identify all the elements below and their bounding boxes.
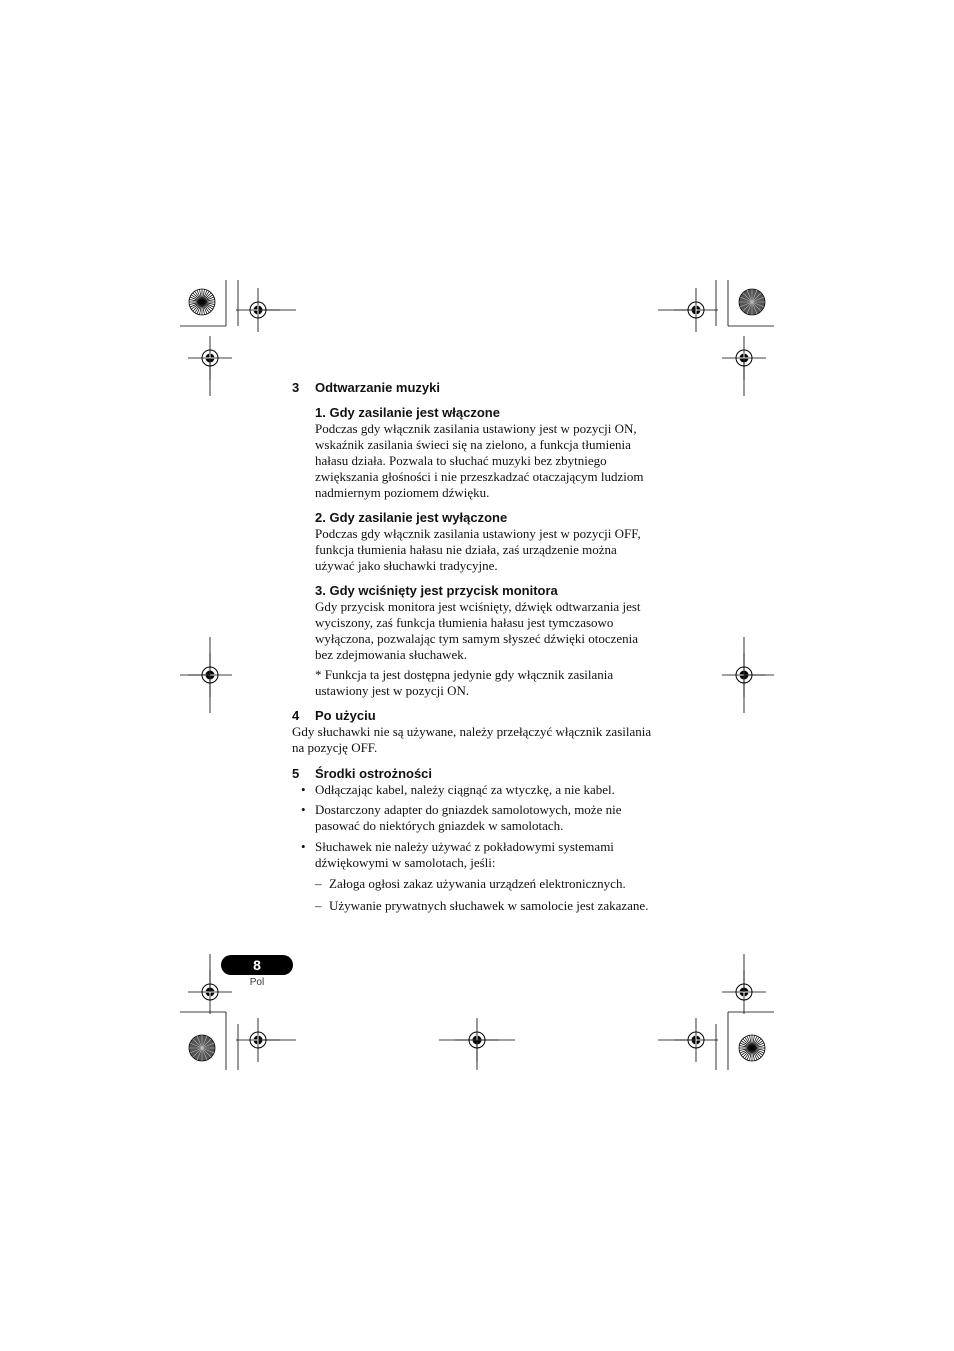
- text-line: Podczas gdy włącznik zasilania ustawiony jest w pozycji OFF,: [315, 526, 641, 541]
- crop-marks-top-right: [658, 280, 774, 396]
- text-line: funkcja tłumienia hałasu nie działa, zaś urządzenie można: [315, 542, 617, 557]
- precautions-list: [292, 782, 672, 871]
- text-line: Gdy przycisk monitora jest wciśnięty, dźwięk odtwarzania jest: [315, 599, 641, 614]
- text-line: dźwiękowymi w samolotach, jeśli:: [315, 855, 496, 870]
- text-line: pasować do niektórych gniazdek w samolotach.: [315, 818, 564, 833]
- section-title: Odtwarzanie muzyki: [315, 380, 440, 395]
- subsection-power-on-text: [292, 421, 672, 501]
- list-item: [292, 802, 672, 834]
- bullet-icon: •: [301, 839, 306, 854]
- section-3-heading: [292, 380, 672, 396]
- page-number-badge: 8: [221, 955, 293, 975]
- subsection-power-off-heading: 2. Gdy zasilanie jest wyłączone: [315, 510, 508, 525]
- list-item: [292, 839, 672, 871]
- list-item: [292, 782, 672, 798]
- text-line: nadmiernym poziomem dźwięku.: [315, 485, 490, 500]
- subsection-power-off-text: [292, 526, 672, 574]
- section-number: 3: [292, 380, 300, 395]
- crop-marks-top-left: [180, 280, 296, 396]
- text-line: * Funkcja ta jest dostępna jedynie gdy włącznik zasilania: [315, 667, 614, 682]
- dash-icon: –: [315, 898, 322, 913]
- page-content: [292, 380, 672, 914]
- section-number: 4: [292, 708, 300, 723]
- subsection-power-on-heading: 1. Gdy zasilanie jest włączone: [315, 405, 500, 420]
- section-title: Po użyciu: [315, 708, 376, 723]
- text-line: wyciszony, zaś funkcja tłumienia hałasu jest tymczasowo: [315, 615, 614, 630]
- section-4-heading: [292, 708, 672, 724]
- subsection-monitor-text: [292, 599, 672, 663]
- section-number: 5: [292, 766, 300, 781]
- monitor-note: [292, 667, 672, 699]
- register-mark-middle-right: [722, 637, 774, 713]
- dash-icon: –: [315, 876, 322, 891]
- text-line: wskaźnik zasilania świeci się na zielono, a funkcja tłumienia: [315, 437, 631, 452]
- section-title: Środki ostrożności: [315, 766, 433, 781]
- text-line: hałasu działa. Pozwala to słuchać muzyki bez zbytniego: [315, 453, 607, 468]
- section-4-text: [292, 724, 672, 756]
- text-line: wyłączona, pozwalając tym samym słyszeć dźwięki otoczenia: [315, 631, 639, 646]
- text-line: ustawiony jest w pozycji ON.: [315, 683, 470, 698]
- list-item: [292, 876, 672, 892]
- register-mark-middle-left: [180, 637, 232, 713]
- text-line: Słuchawek nie należy używać z pokładowymi systemami: [315, 839, 614, 854]
- airplane-conditions-list: [292, 876, 672, 914]
- text-line: na pozycję OFF.: [292, 740, 378, 755]
- bullet-icon: •: [301, 782, 306, 797]
- text-line: Używanie prywatnych słuchawek w samolocie jest zakazane.: [329, 898, 649, 913]
- bullet-icon: •: [301, 802, 306, 817]
- text-line: Załoga ogłosi zakaz używania urządzeń elektronicznych.: [329, 876, 626, 891]
- text-line: Gdy słuchawki nie są używane, należy przełączyć włącznik zasilania: [292, 724, 652, 739]
- text-line: Podczas gdy włącznik zasilania ustawiony jest w pozycji ON,: [315, 421, 637, 436]
- text-line: Odłączając kabel, należy ciągnąć za wtyczkę, a nie kabel.: [315, 782, 615, 797]
- text-line: Dostarczony adapter do gniazdek samolotowych, może nie: [315, 802, 622, 817]
- subsection-monitor-heading: 3. Gdy wciśnięty jest przycisk monitora: [315, 583, 558, 598]
- language-code: Pol: [249, 977, 265, 988]
- crop-marks-bottom-right: [658, 954, 774, 1070]
- text-line: zwiększania głośności i nie przeszkadzać otaczającym ludziom: [315, 469, 644, 484]
- register-mark-bottom-center: [439, 1018, 515, 1070]
- text-line: używać jako słuchawki tradycyjne.: [315, 558, 498, 573]
- list-item: [292, 898, 672, 914]
- section-5-heading: [292, 766, 672, 782]
- text-line: bez zdejmowania słuchawek.: [315, 647, 467, 662]
